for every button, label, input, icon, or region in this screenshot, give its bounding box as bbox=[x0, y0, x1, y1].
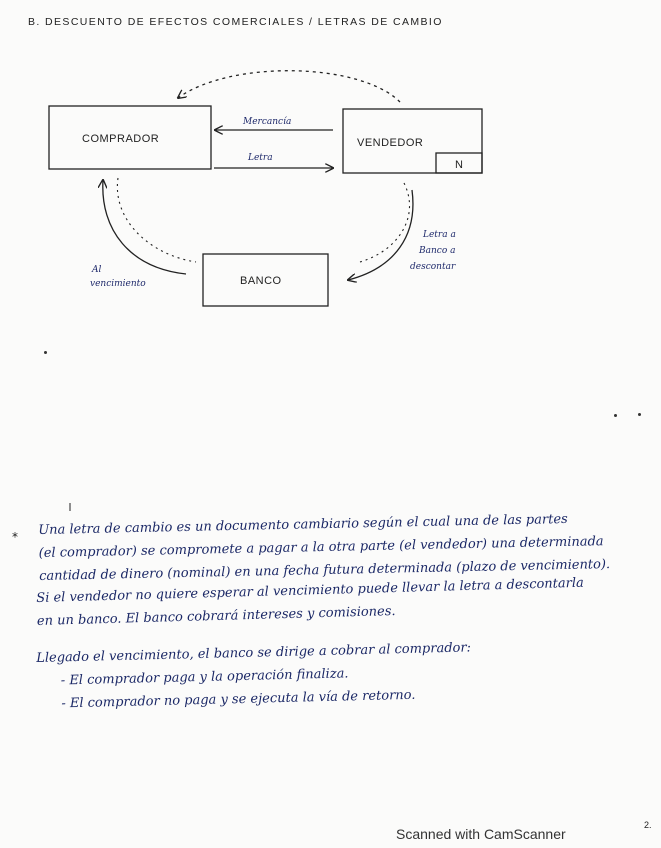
bank-to-buyer-dashed bbox=[117, 178, 196, 262]
text-line: cantidad de dinero (nominal) en una fecha futura determinada (plazo de vencimiento). bbox=[39, 557, 611, 584]
buyer-label: COMPRADOR bbox=[82, 133, 160, 145]
seller-tag-label: N bbox=[455, 159, 464, 171]
to-bank-label-3: descontar bbox=[410, 262, 456, 272]
text-line: - El comprador no paga y se ejecuta la vía de retorno. bbox=[61, 687, 416, 712]
text-line: Llegado el vencimiento, el banco se dirige a cobrar al comprador: bbox=[36, 640, 472, 666]
seller-label: VENDEDOR bbox=[357, 137, 424, 149]
page-title: B. DESCUENTO DE EFECTOS COMERCIALES / LETRAS DE CAMBIO bbox=[28, 16, 443, 28]
to-bank-label-2: Banco a bbox=[419, 246, 456, 256]
seller-to-bank-dashed bbox=[360, 183, 410, 262]
bullet-star: * bbox=[12, 530, 18, 544]
stray-dot bbox=[614, 414, 617, 417]
text-line: en un banco. El banco cobrará intereses y comisiones. bbox=[36, 603, 396, 629]
text-line: Una letra de cambio es un documento cambiario según el cual una de las partes bbox=[38, 511, 568, 538]
merchandise-label: Mercancía bbox=[243, 117, 292, 127]
stray-dot bbox=[44, 351, 47, 354]
page-number: 2. bbox=[644, 820, 652, 830]
maturity-label-1: Al bbox=[92, 265, 102, 275]
scanner-watermark: Scanned with CamScanner bbox=[396, 826, 566, 842]
seller-to-bank-arrow bbox=[348, 190, 413, 280]
to-bank-label-1: Letra a bbox=[423, 230, 456, 240]
text-line: Si el vendedor no quiere esperar al vencimiento puede llevar la letra a descontarla bbox=[36, 575, 585, 606]
bank-label: BANCO bbox=[240, 275, 282, 287]
maturity-label-2: vencimiento bbox=[90, 279, 146, 289]
text-line: - El comprador paga y la operación finaliza. bbox=[60, 666, 349, 689]
stray-dot bbox=[638, 413, 641, 416]
bank-to-buyer-arrow bbox=[103, 180, 186, 274]
return-dashed-arrow bbox=[178, 71, 400, 102]
bill-label: Letra bbox=[248, 153, 273, 163]
text-line: (el comprador) se compromete a pagar a la otra parte (el vendedor) una determinada bbox=[38, 534, 604, 561]
